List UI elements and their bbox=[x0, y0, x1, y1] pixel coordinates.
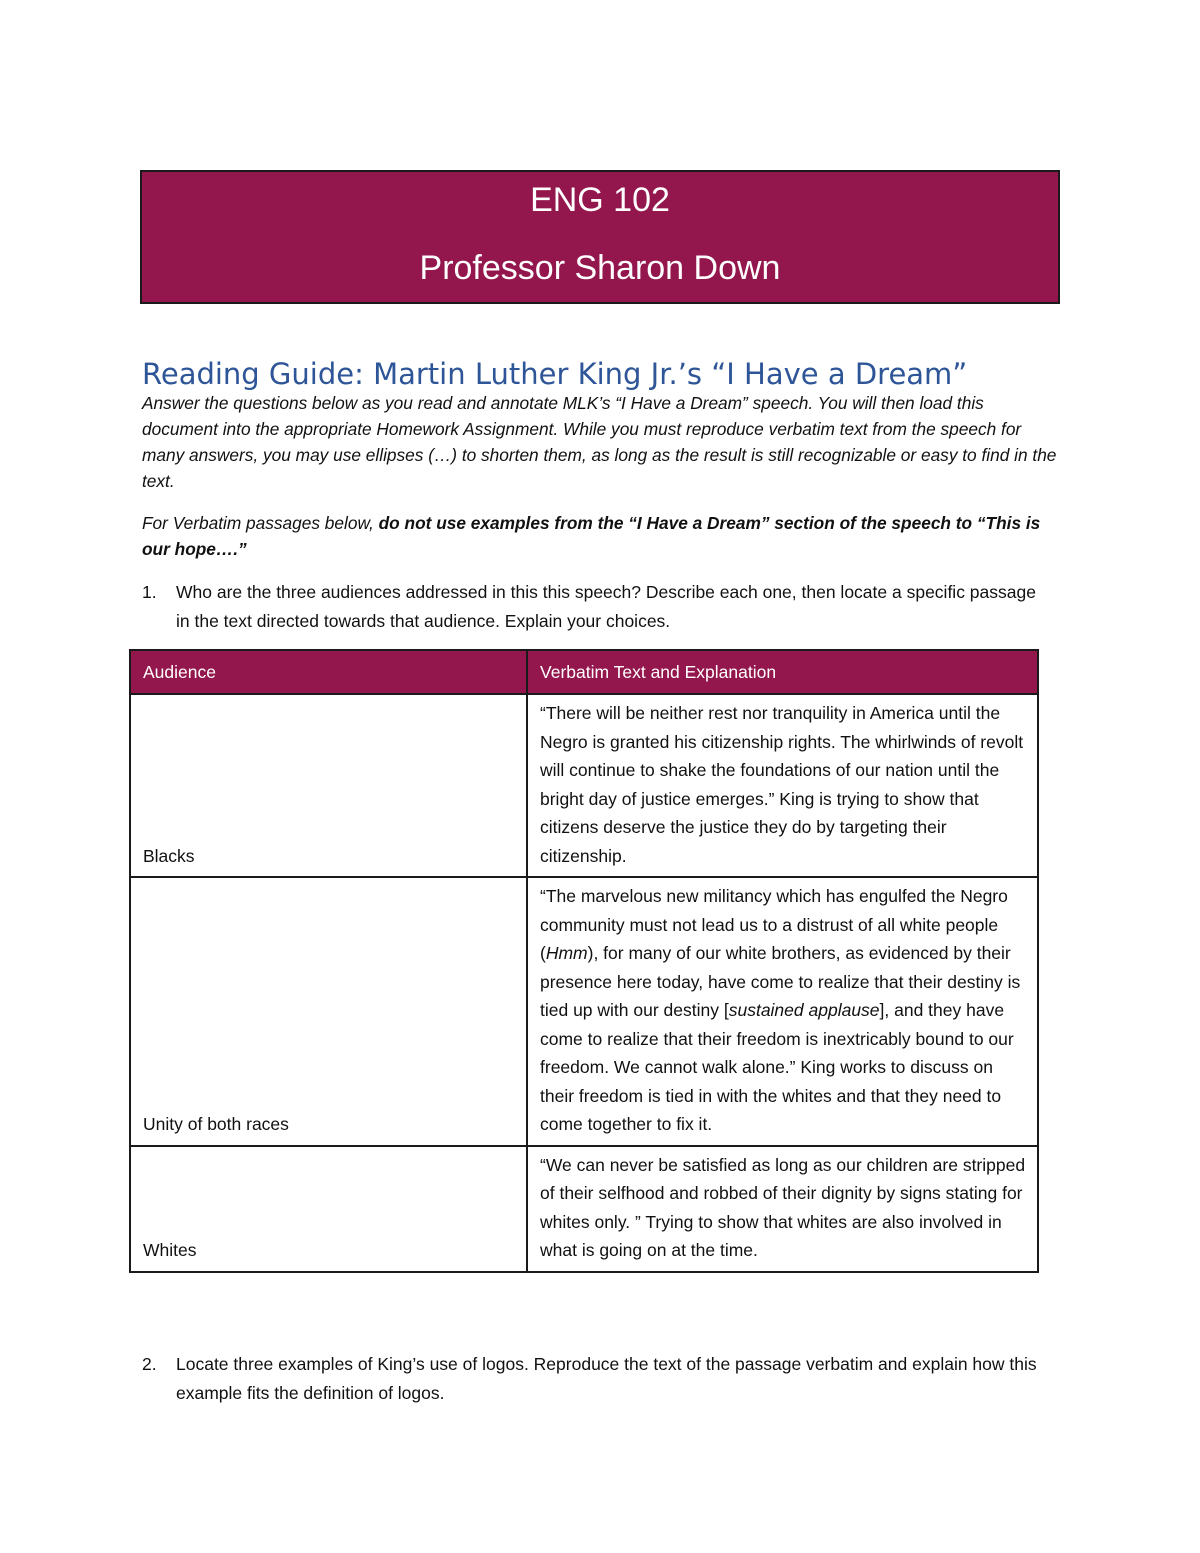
question-number: 1. bbox=[142, 582, 157, 602]
verbatim-text-part: “The marvelous new militancy which has engulfed the Negro community must not lead us to a distrust of all white people ( bbox=[540, 886, 1008, 963]
table-header-row bbox=[130, 650, 1038, 694]
question-1 bbox=[142, 578, 1042, 635]
question-text: Who are the three audiences addressed in this this speech? Describe each one, then locate a specific passage in the text directed towards that audience. Explain your choices. bbox=[176, 582, 1036, 631]
table-row bbox=[130, 1146, 1038, 1272]
course-code: ENG 102 bbox=[530, 181, 670, 219]
verbatim-note-bold: do not use examples from the “I Have a Dream” section of the speech to “This is our hope….” bbox=[142, 513, 1041, 559]
audience-cell[interactable]: Unity of both races bbox=[130, 877, 527, 1146]
course-header-banner bbox=[140, 170, 1060, 304]
audience-table bbox=[129, 649, 1039, 1273]
question-2 bbox=[142, 1350, 1042, 1407]
verbatim-text-part: ], and they have come to realize that their freedom is inextricably bound to our freedom. We cannot walk alone.” King works to discuss on their freedom is tied in with the whites and that they need to come together to fix it. bbox=[540, 1000, 1014, 1134]
reading-guide-title: Reading Guide: Martin Luther King Jr.’s “I Have a Dream” bbox=[142, 357, 968, 391]
table-row bbox=[130, 877, 1038, 1146]
column-header-audience: Audience bbox=[130, 650, 527, 694]
audience-cell[interactable]: Blacks bbox=[130, 694, 527, 877]
verbatim-cell[interactable] bbox=[527, 877, 1038, 1146]
verbatim-note-prefix: For Verbatim passages below, bbox=[142, 513, 379, 533]
audience-cell[interactable]: Whites bbox=[130, 1146, 527, 1272]
question-text: Locate three examples of King’s use of logos. Reproduce the text of the passage verbatim and explain how this example fits the definition of logos. bbox=[176, 1354, 1037, 1403]
verbatim-text-italic: sustained applause bbox=[728, 1000, 880, 1020]
table-row bbox=[130, 694, 1038, 877]
verbatim-text-part: ), for many of our white brothers, as evidenced by their presence here today, have come to realize that their destiny is tied up with our destiny [ bbox=[540, 943, 1021, 1020]
verbatim-cell[interactable]: “There will be neither rest nor tranquility in America until the Negro is granted his citizenship rights. The whirlwinds of revolt will continue to shake the foundations of our nation until the bright day of justice emerges.” King is trying to show that citizens deserve the justice they do by targeting their citizenship. bbox=[527, 694, 1038, 877]
question-number: 2. bbox=[142, 1354, 157, 1374]
verbatim-note bbox=[142, 510, 1062, 562]
instructions-paragraph: Answer the questions below as you read and annotate MLK’s “I Have a Dream” speech. You will then load this document into the appropriate Homework Assignment. While you must reproduce verbatim text from the speech for many answers, you may use ellipses (…) to shorten them, as long as the result is still recognizable or easy to find in the text. bbox=[142, 393, 1057, 491]
column-header-verbatim: Verbatim Text and Explanation bbox=[527, 650, 1038, 694]
verbatim-cell[interactable]: “We can never be satisfied as long as our children are stripped of their selfhood and robbed of their dignity by signs stating for whites only. ” Trying to show that whites are also involved in what is going on at the time. bbox=[527, 1146, 1038, 1272]
verbatim-text-italic: Hmm bbox=[545, 943, 588, 963]
professor-name: Professor Sharon Down bbox=[419, 249, 781, 287]
